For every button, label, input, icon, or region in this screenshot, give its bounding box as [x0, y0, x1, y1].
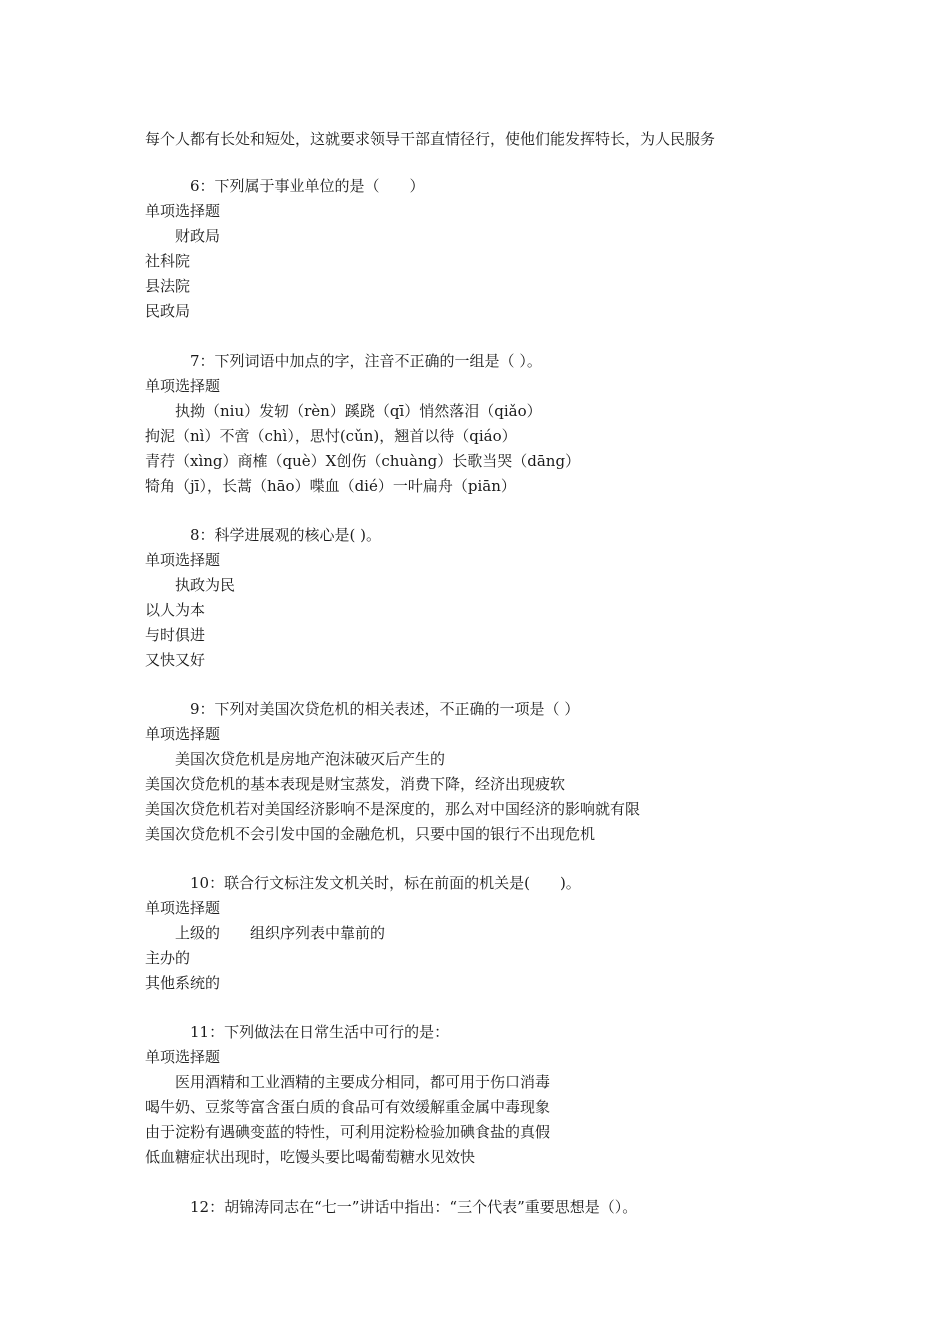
question-10 [145, 871, 845, 996]
option-c: 其他系统的 [145, 974, 221, 992]
question-title: 12：胡锦涛同志在“七一”讲话中指出：“三个代表”重要思想是（）。 [190, 1198, 638, 1216]
option-d: 民政局 [145, 302, 191, 320]
option-d: 低血糖症状出现时，吃馒头要比喝葡萄糖水见效快 [145, 1148, 476, 1166]
option-a: 上级的 组织序列表中靠前的 [175, 924, 386, 942]
option-d: 又快又好 [145, 651, 206, 669]
option-b: 拘泥（nì）不啻（chì），思忖(cǔn)，翘首以待（qiáo） [145, 427, 517, 445]
question-type: 单项选择题 [145, 899, 221, 917]
option-c: 与时俱进 [145, 626, 206, 644]
option-c: 县法院 [145, 277, 191, 295]
question-9 [145, 697, 845, 847]
option-b: 美国次贷危机的基本表现是财宝蒸发，消费下降，经济出现疲软 [145, 775, 566, 793]
question-title: 9：下列对美国次贷危机的相关表述，不正确的一项是（ ） [190, 700, 580, 718]
option-c: 由于淀粉有遇碘变蓝的特性，可利用淀粉检验加碘食盐的真假 [145, 1123, 551, 1141]
option-a: 财政局 [175, 227, 221, 245]
option-a: 医用酒精和工业酒精的主要成分相同，都可用于伤口消毒 [175, 1073, 551, 1091]
option-b: 喝牛奶、豆浆等富含蛋白质的食品可有效缓解重金属中毒现象 [145, 1098, 551, 1116]
question-6 [145, 174, 845, 324]
question-title: 7：下列词语中加点的字，注音不正确的一组是（ ）。 [190, 352, 542, 370]
question-type: 单项选择题 [145, 377, 221, 395]
option-c: 美国次贷危机若对美国经济影响不是深度的，那么对中国经济的影响就有限 [145, 800, 641, 818]
option-b: 以人为本 [145, 601, 206, 619]
option-d: 犄角（jī），长蒿（hāo）喋血（dié）一叶扁舟（piān） [145, 477, 516, 495]
option-b: 社科院 [145, 252, 191, 270]
option-b: 主办的 [145, 949, 191, 967]
question-11 [145, 1020, 845, 1170]
question-type: 单项选择题 [145, 725, 221, 743]
option-a: 美国次贷危机是房地产泡沫破灭后产生的 [175, 750, 446, 768]
question-title: 8：科学进展观的核心是( )。 [190, 526, 382, 544]
question-title: 6：下列属于事业单位的是（ ） [190, 177, 425, 195]
question-title: 10：联合行文标注发文机关时，标在前面的机关是( )。 [190, 874, 581, 892]
question-type: 单项选择题 [145, 1048, 221, 1066]
option-c: 青荇（xìng）商榷（què）X创伤（chuàng）长歌当哭（dāng） [145, 452, 581, 470]
question-title: 11：下列做法在日常生活中可行的是： [190, 1023, 450, 1041]
option-d: 美国次贷危机不会引发中国的金融危机，只要中国的银行不出现危机 [145, 825, 596, 843]
option-a: 执拗（niu）发轫（rèn）蹊跷（qī）悄然落泪（qiǎo） [175, 402, 542, 420]
question-7 [145, 349, 845, 499]
question-type: 单项选择题 [145, 551, 221, 569]
question-type: 单项选择题 [145, 202, 221, 220]
question-8 [145, 523, 845, 673]
intro-text: 每个人都有长处和短处，这就要求领导干部直情径行，使他们能发挥特长，为人民服务 [145, 130, 716, 148]
option-a: 执政为民 [175, 576, 236, 594]
question-12 [145, 1195, 845, 1220]
